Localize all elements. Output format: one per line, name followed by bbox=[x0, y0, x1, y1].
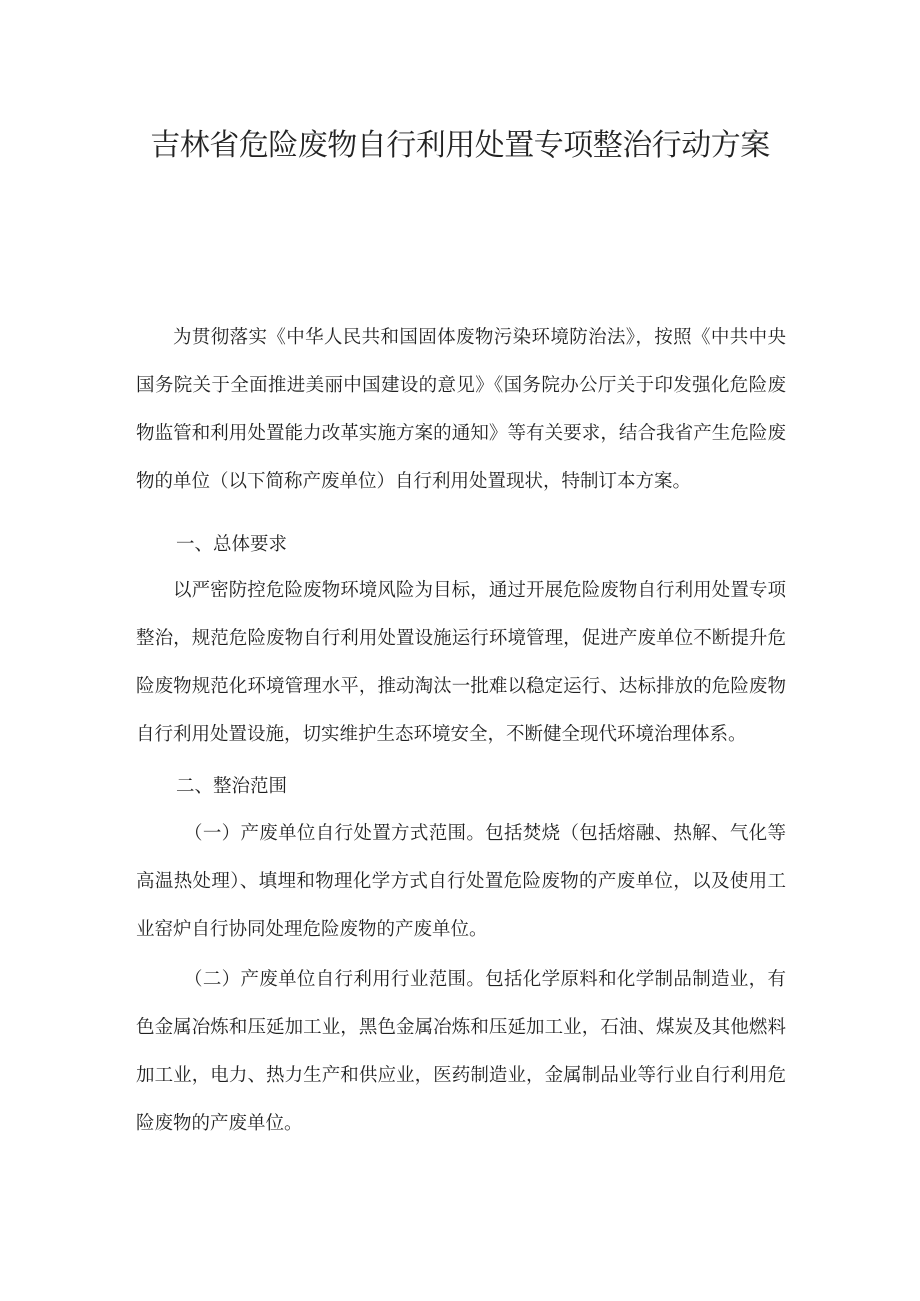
section-1-body: 以严密防控危险废物环境风险为目标，通过开展危险废物自行利用处置专项整治，规范危险废物自行利用处置设施运行环境管理，促进产废单位不断提升危险废物规范化环境管理水平，推动淘汰一批难以稳定运行、达标排放的危险废物自行利用处置设施，切实维护生态环境安全，不断健全现代环境治理体系。 bbox=[136, 580, 786, 745]
section-2-item-2: （二）产废单位自行利用行业范围。包括化学原料和化学制品制造业，有色金属冶炼和压延加工业，黑色金属冶炼和压延加工业，石油、煤炭及其他燃料加工业，电力、热力生产和供应业，医药制造业，金属制品业等行业自行利用危险废物的产废单位。 bbox=[136, 969, 786, 1134]
section-1-heading: 一、总体要求 bbox=[176, 534, 288, 555]
intro-paragraph: 为贯彻落实《中华人民共和国固体废物污染环境防治法》，按照《中共中央国务院关于全面推进美丽中国建设的意见》《国务院办公厅关于印发强化危险废物监管和利用处置能力改革实施方案的通知》等有关要求，结合我省产生危险废物的单位（以下简称产废单位）自行利用处置现状，特制订本方案。 bbox=[136, 327, 786, 492]
document-title: 吉林省危险废物自行利用处置专项整治行动方案 bbox=[150, 128, 770, 163]
section-2-heading: 二、整治范围 bbox=[176, 776, 288, 797]
section-2-item-1: （一）产废单位自行处置方式范围。包括焚烧（包括熔融、热解、气化等高温热处理）、填埋和物理化学方式自行处置危险废物的产废单位，以及使用工业窑炉自行协同处理危险废物的产废单位。 bbox=[136, 823, 786, 940]
